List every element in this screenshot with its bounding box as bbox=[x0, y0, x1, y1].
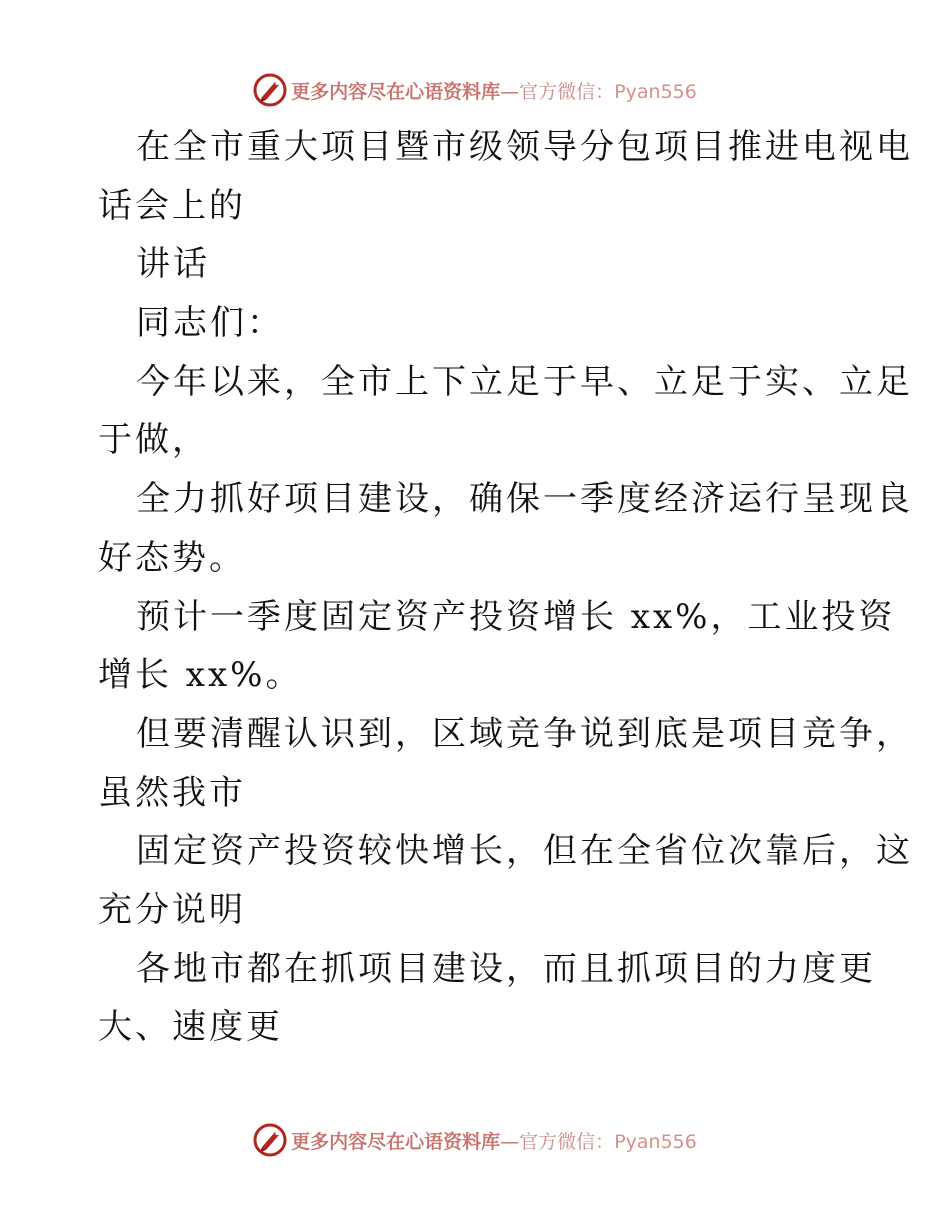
text-line: 但要清醒认识到，区域竞争说到底是项目竞争， bbox=[136, 713, 913, 754]
text-line: 增长 xx%。 bbox=[98, 655, 303, 696]
pen-logo-icon bbox=[253, 1123, 287, 1157]
watermark-id: Pyan556 bbox=[614, 80, 697, 103]
watermark-sub: 官方微信： bbox=[519, 80, 615, 103]
document-body bbox=[98, 118, 913, 1057]
text-line: 各地市都在抓项目建设，而且抓项目的力度更 bbox=[136, 948, 876, 989]
watermark-text bbox=[291, 1127, 697, 1154]
text-line: 充分说明 bbox=[98, 889, 246, 930]
text-line: 于做， bbox=[98, 420, 209, 461]
text-line: 话会上的 bbox=[98, 185, 246, 226]
watermark-id: Pyan556 bbox=[614, 1130, 697, 1153]
pen-logo-icon bbox=[253, 73, 287, 107]
text-line: 固定资产投资较快增长，但在全省位次靠后，这 bbox=[136, 831, 913, 872]
watermark-main: 更多内容尽在心语资料库 bbox=[291, 80, 501, 103]
text-line: 大、速度更 bbox=[98, 1007, 283, 1048]
text-line: 好态势。 bbox=[98, 537, 246, 578]
watermark-main: 更多内容尽在心语资料库 bbox=[291, 1130, 501, 1153]
text-line: 全力抓好项目建设，确保一季度经济运行呈现良 bbox=[136, 479, 913, 520]
watermark-text bbox=[291, 77, 697, 104]
text-line: 同志们： bbox=[136, 303, 284, 344]
watermark-dash: — bbox=[500, 1130, 520, 1153]
text-line: 今年以来，全市上下立足于早、立足于实、立足 bbox=[136, 361, 913, 402]
text-line: 虽然我市 bbox=[98, 772, 246, 813]
text-line: 预计一季度固定资产投资增长 xx%，工业投资 bbox=[136, 596, 896, 637]
watermark-dash: — bbox=[500, 80, 520, 103]
text-line: 在全市重大项目暨市级领导分包项目推进电视电 bbox=[136, 127, 913, 167]
text-line: 讲话 bbox=[136, 244, 210, 285]
watermark-sub: 官方微信： bbox=[519, 1130, 615, 1153]
footer-watermark bbox=[0, 1120, 950, 1160]
header-watermark bbox=[0, 70, 950, 110]
